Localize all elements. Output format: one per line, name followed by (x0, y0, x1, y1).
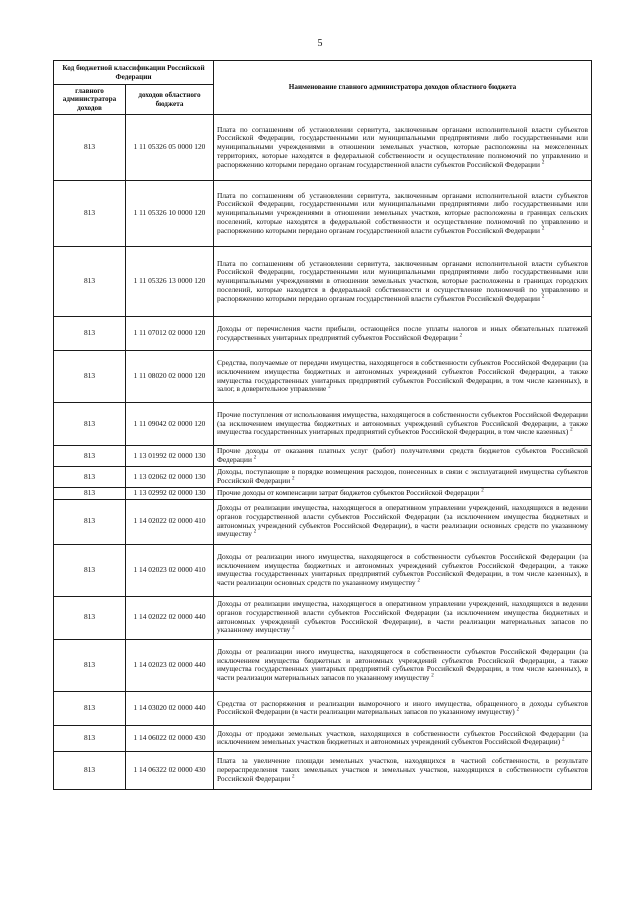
income-name-text: Плата по соглашениям об установлении сервитута, заключенным органами исполнительной власти субъектов Российской Федерации, государственными или муниципальными предприятиями либо государственными или муниципальными учреждениями в отношении земельных участков, которые расположены в границах сельских поселений, которые находятся в федеральной собственности и осуществление полномочий по управлению и распоряжению которыми передано органам государственной власти субъектов Российской Федерации (217, 190, 588, 235)
footnote-mark: 2 (417, 578, 420, 584)
table-row (54, 691, 592, 725)
income-name-text: Прочие доходы от оказания платных услуг (работ) получателями средств бюджетов субъектов Российской Федерации (217, 446, 588, 464)
administrator-code: 813 (54, 467, 126, 488)
table-row (54, 596, 592, 639)
table-row (54, 751, 592, 789)
header-budget-classification-code: Код бюджетной классификации Российской Федерации (54, 61, 214, 85)
income-name-text: Доходы от продажи земельных участков, находящихся в собственности субъектов Российской Федерации (за исключением земельных участков бюджетных и автономных учреждений субъектов Российской Федерации) (217, 728, 588, 747)
income-name (214, 247, 592, 317)
footnote-mark: 2 (561, 737, 565, 743)
income-name (214, 499, 592, 544)
footnote-mark: 2 (292, 626, 295, 631)
income-code: 1 11 08020 02 0000 120 (126, 351, 214, 403)
income-name-text: Доходы от реализации имущества, находящегося в оперативном управлении учреждений, находящихся в ведении органов государственной власти субъектов Российской Федерации (за исключением имущества бюджетных и автономных учреждений субъектов Российской Федерации), в части реализации основных средств по указанному имуществу (217, 503, 588, 539)
income-name (214, 115, 592, 181)
table-row (54, 317, 592, 351)
administrator-code: 813 (54, 691, 126, 725)
income-code: 1 11 05326 13 0000 120 (126, 247, 214, 317)
footnote-mark: 2 (541, 226, 545, 232)
table-row (54, 446, 592, 467)
administrator-code: 813 (54, 446, 126, 467)
income-name (214, 181, 592, 247)
income-name (214, 751, 592, 789)
table-row (54, 544, 592, 596)
administrator-code: 813 (54, 751, 126, 789)
table-row (54, 499, 592, 544)
table-row (54, 181, 592, 247)
footnote-mark: 2 (292, 774, 295, 780)
footnote-mark: 2 (570, 427, 573, 433)
income-name (214, 639, 592, 691)
administrator-code: 813 (54, 181, 126, 247)
income-name-text: Средства, получаемые от передачи имущества, находящегося в собственности субъектов Российской Федерации (за исключением имущества бюджетных и автономных учреждений субъектов Российской Федерации, а также имущества государственных унитарных предприятий субъектов Российской Федерации, в том числе казенных), в залог, в доверительное управление (217, 358, 588, 394)
footnote-mark: 2 (459, 333, 463, 339)
income-code: 1 14 03020 02 0000 440 (126, 691, 214, 725)
table-row (54, 247, 592, 317)
administrator-code: 813 (54, 403, 126, 446)
table-row (54, 488, 592, 500)
footnote-mark: 2 (253, 530, 257, 535)
administrator-code: 813 (54, 115, 126, 181)
administrator-code: 813 (54, 725, 126, 751)
table-body (54, 115, 592, 790)
table-row (54, 403, 592, 446)
income-code: 1 14 06322 02 0000 430 (126, 751, 214, 789)
administrator-code: 813 (54, 488, 126, 500)
income-name (214, 467, 592, 488)
administrator-code: 813 (54, 499, 126, 544)
administrator-code: 813 (54, 351, 126, 403)
income-code: 1 11 05326 05 0000 120 (126, 115, 214, 181)
administrator-code: 813 (54, 317, 126, 351)
header-administrator-name: Наименование главного администратора доходов областного бюджета (214, 61, 592, 115)
page-number: 5 (317, 38, 323, 49)
income-name-text: Плата по соглашениям об установлении сервитута, заключенным органами исполнительной власти субъектов Российской Федерации, государственными или муниципальными предприятиями либо государственными или муниципальными учреждениями в отношении земельных участков, которые расположены на межселенных территориях, которые находятся в федеральной собственности и осуществление полномочий по управлению и распоряжению которыми передано органам государственной власти субъектов Российской Федерации (217, 124, 588, 169)
income-name (214, 488, 592, 500)
income-code: 1 14 02023 02 0000 410 (126, 544, 214, 596)
income-name-text: Плата по соглашениям об установлении сервитута, заключенным органами исполнительной власти субъектов Российской Федерации, государственными или муниципальными предприятиями либо государственными или муниципальными учреждениями в отношении земельных участков, которые расположены в границах городских поселений, которые находятся в федеральной собственности и осуществление полномочий по управлению и распоряжению которыми передано органам государственной власти субъектов Российской Федерации (217, 258, 588, 303)
footnote-mark: 2 (481, 488, 484, 494)
income-code: 1 11 09042 02 0000 120 (126, 403, 214, 446)
footnote-mark: 2 (516, 707, 520, 713)
administrator-code: 813 (54, 639, 126, 691)
income-name (214, 544, 592, 596)
footnote-mark: 2 (253, 455, 257, 461)
table-row (54, 467, 592, 488)
income-code: 1 14 02022 02 0000 440 (126, 596, 214, 639)
administrator-code: 813 (54, 544, 126, 596)
income-name-text: Прочие доходы от компенсации затрат бюджетов субъектов Российской Федерации (217, 488, 480, 497)
table-row (54, 725, 592, 751)
income-name-text: Прочие поступления от использования имущества, находящегося в собственности субъектов Российской Федерации (за исключением имущества бюджетных и автономных учреждений субъектов Российской Федерации, а также имущества государственных унитарных предприятий субъектов Российской Федерации, в том числе казенных) (217, 409, 588, 437)
footnote-mark: 2 (431, 673, 434, 679)
income-name (214, 351, 592, 403)
budget-classification-table (53, 60, 592, 790)
income-name (214, 446, 592, 467)
footnote-mark: 2 (292, 476, 295, 482)
footnote-mark: 2 (541, 294, 545, 300)
income-name (214, 317, 592, 351)
income-name-text: Доходы, поступающие в порядке возмещения расходов, понесенных в связи с эксплуатацией имущества субъектов Российской Федерации (217, 467, 588, 485)
table-row (54, 351, 592, 403)
table-row (54, 115, 592, 181)
income-name (214, 403, 592, 446)
income-name (214, 596, 592, 639)
footnote-mark: 2 (328, 384, 331, 390)
header-main-administrator: главного администратора доходов (54, 85, 126, 115)
income-name-text: Плата за увеличение площади земельных участков, находящихся в частной собственности, в результате перераспределения таких земельных участков и земельных участков, находящихся в собственности субъектов Российской Федерации (217, 756, 588, 783)
table-header (54, 61, 592, 115)
income-code: 1 11 07012 02 0000 120 (126, 317, 214, 351)
income-code: 1 13 02062 02 0000 130 (126, 467, 214, 488)
income-name (214, 725, 592, 751)
income-name-text: Доходы от перечисления части прибыли, остающейся после уплаты налогов и иных обязательных платежей государственных унитарных предприятий субъектов Российской Федерации (217, 323, 588, 342)
income-name-text: Доходы от реализации имущества, находящегося в оперативном управлении учреждений, находящихся в ведении органов государственной власти субъектов Российской Федерации (за исключением имущества бюджетных и автономных учреждений субъектов Российской Федерации), в части реализации материальных запасов по указанному имуществу (217, 599, 588, 635)
footnote-mark: 2 (541, 160, 545, 166)
administrator-code: 813 (54, 596, 126, 639)
income-code: 1 11 05326 10 0000 120 (126, 181, 214, 247)
income-code: 1 14 02023 02 0000 440 (126, 639, 214, 691)
income-name-text: Доходы от реализации иного имущества, находящегося в собственности субъектов Российской Федерации (за исключением имущества бюджетных и автономных учреждений субъектов Российской Федерации, а также имущества государственных унитарных предприятий субъектов Российской Федерации, в том числе казенных), в части реализации основных средств по указанному имуществу (217, 551, 588, 587)
income-code: 1 13 02992 02 0000 130 (126, 488, 214, 500)
table-row (54, 639, 592, 691)
income-name-text: Доходы от реализации иного имущества, находящегося в собственности субъектов Российской Федерации (за исключением имущества бюджетных и автономных учреждений субъектов Российской Федерации, а также имущества государственных унитарных предприятий субъектов Российской Федерации, в том числе казенных), в части реализации материальных запасов по указанному имуществу (217, 646, 588, 682)
income-name-text: Средства от распоряжения и реализации выморочного и иного имущества, обращенного в доходы субъектов Российской Федерации (в части реализации материальных запасов по указанному имуществу) (217, 698, 588, 717)
income-name (214, 691, 592, 725)
income-code: 1 13 01992 02 0000 130 (126, 446, 214, 467)
header-regional-income: доходов областного бюджета (126, 85, 214, 115)
income-code: 1 14 06022 02 0000 430 (126, 725, 214, 751)
administrator-code: 813 (54, 247, 126, 317)
income-code: 1 14 02022 02 0000 410 (126, 499, 214, 544)
